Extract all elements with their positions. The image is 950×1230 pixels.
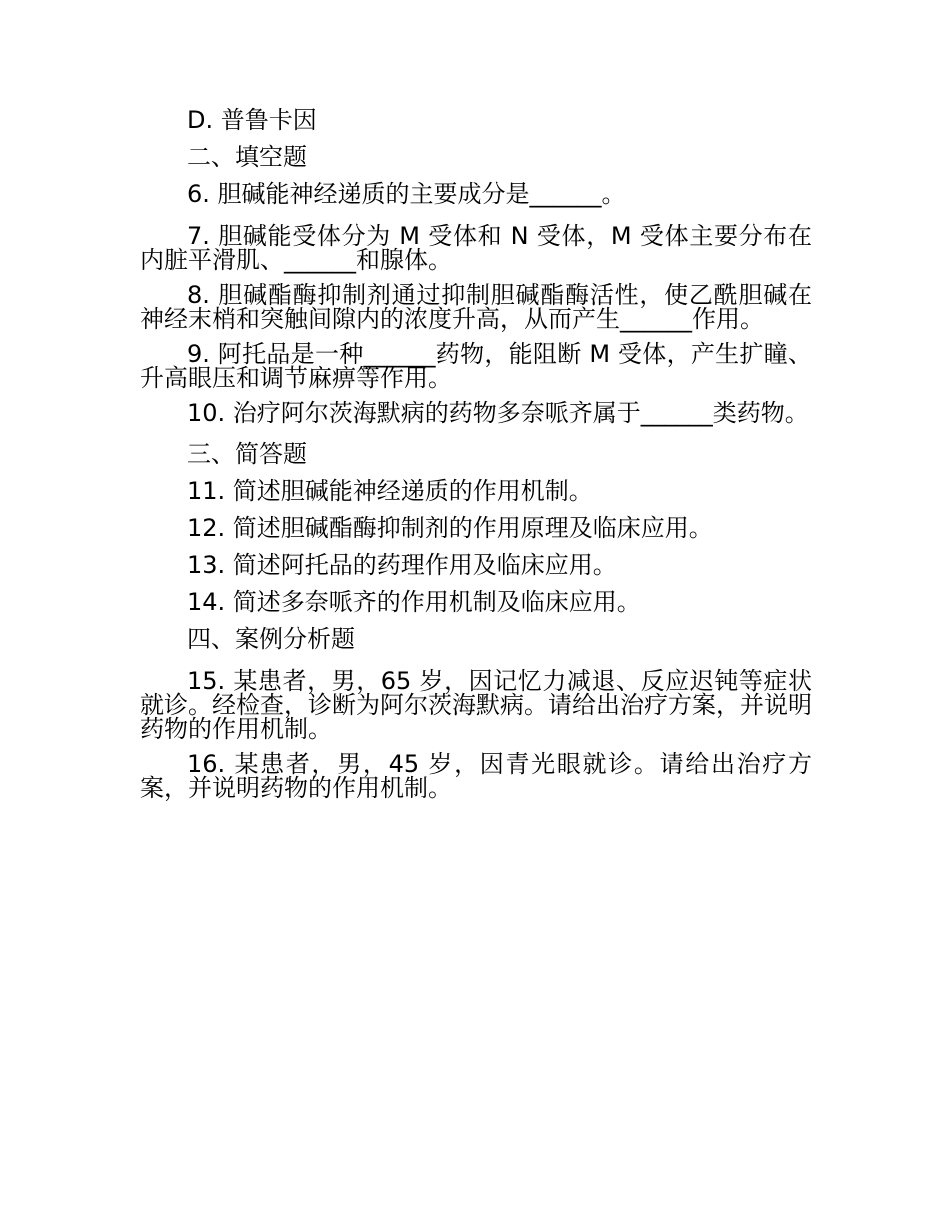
question-11: 11. 简述胆碱能神经递质的作用机制。: [187, 477, 593, 505]
question-12: 12. 简述胆碱酯酶抑制剂的作用原理及临床应用。: [187, 514, 713, 542]
question-13: 13. 简述阿托品的药理作用及临床应用。: [187, 551, 617, 579]
question-10: 10. 治疗阿尔茨海默病的药物多奈哌齐属于______类药物。: [187, 399, 809, 427]
question-16: 16. 某患者，男，45 岁，因青光眼就诊。请给出治疗方案，并说明药物的作用机制。: [140, 750, 812, 802]
section-heading-case-analysis: 四、案例分析题: [187, 625, 355, 653]
question-9: 9. 阿托品是一种______药物，能阻断 M 受体，产生扩瞳、升高眼压和调节麻痹等作用。: [140, 340, 812, 392]
question-8: 8. 胆碱酯酶抑制剂通过抑制胆碱酯酶活性，使乙酰胆碱在神经末梢和突触间隙内的浓度升高，从而产生______作用。: [140, 281, 812, 333]
document-body: [140, 102, 812, 811]
question-14: 14. 简述多奈哌齐的作用机制及临床应用。: [187, 588, 641, 616]
question-6: 6. 胆碱能神经递质的主要成分是______。: [187, 180, 626, 208]
option-d: D. 普鲁卡因: [187, 106, 317, 134]
section-heading-fill-in-blank: 二、填空题: [187, 143, 307, 171]
question-7: 7. 胆碱能受体分为 M 受体和 N 受体，M 受体主要分布在内脏平滑肌、______和腺体。: [140, 222, 812, 274]
question-15: 15. 某患者，男，65 岁，因记忆力减退、反应迟钝等症状就诊。经检查，诊断为阿尔茨海默病。请给出治疗方案，并说明药物的作用机制。: [140, 667, 812, 743]
section-heading-short-answer: 三、简答题: [187, 440, 307, 468]
